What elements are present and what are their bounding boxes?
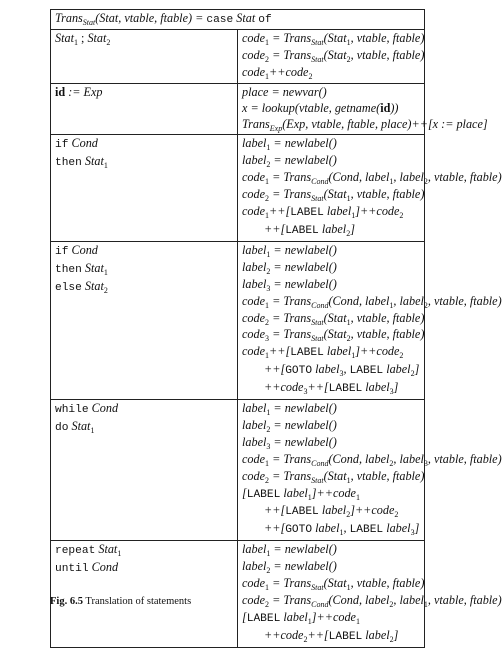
table-row-repeat [51, 541, 425, 647]
translation-cell: place = newvar() x = lookup(vtable, getname(id)) Trans$_{Exp}$(Exp, vtable, ftable, place)++[x := place] [238, 83, 425, 135]
pattern-cell: while Cond do Stat$_1$ [51, 400, 238, 541]
pattern-cell: if Cond then Stat$_1$ else Stat$_2$ [51, 241, 238, 399]
translation-cell: label$_1$ = newlabel() label$_2$ = newlabel() label$_3$ = newlabel() code$_1$ = Trans$_{Cond}$(Cond, label$_2$, label$_3$, vtable, ftable) code$_2$ = Trans$_{Stat}$(Stat$_1$, vtable, ftable) [LABEL label$_1$]++code$_1$ ++[LABEL label$_2$]++code$_2$ ++[GOTO label$_1$, LABEL label$_3$] [238, 400, 425, 541]
pattern-cell: if Cond then Stat$_1$ [51, 135, 238, 241]
table-row-assignment [51, 83, 425, 135]
table-row-if-then-else [51, 241, 425, 399]
pattern-cell: Stat$_1$ ; Stat$_2$ [51, 30, 238, 84]
translation-cell: label$_1$ = newlabel() label$_2$ = newlabel() code$_1$ = Trans$_{Cond}$(Cond, label$_1$, label$_2$, vtable, ftable) code$_2$ = Trans$_{Stat}$(Stat$_1$, vtable, ftable) code$_1$++[LABEL label$_1$]++code$_2$ ++[LABEL label$_2$] [238, 135, 425, 241]
table-header: Trans$_{Stat}$(Stat, vtable, ftable) = case Stat of [51, 10, 425, 30]
table-row-sequence [51, 30, 425, 84]
translation-cell: code$_1$ = Trans$_{Stat}$(Stat$_1$, vtable, ftable) code$_2$ = Trans$_{Stat}$(Stat$_2$, vtable, ftable) code$_1$++code$_2$ [238, 30, 425, 84]
figure-label: Fig. 6.5 [50, 596, 83, 607]
table-header-row [51, 10, 425, 30]
pattern-cell: repeat Stat$_1$ until Cond [51, 541, 238, 647]
translation-cell: label$_1$ = newlabel() label$_2$ = newlabel() code$_1$ = Trans$_{Stat}$(Stat$_1$, vtable, ftable) code$_2$ = Trans$_{Cond}$(Cond, label$_2$, label$_1$, vtable, ftable) [LABEL label$_1$]++code$_1$ ++code$_2$++[LABEL label$_2$] [238, 541, 425, 647]
pattern-cell: id := Exp [51, 83, 238, 135]
figure-caption-text: Translation of statements [85, 596, 192, 607]
translation-cell: label$_1$ = newlabel() label$_2$ = newlabel() label$_3$ = newlabel() code$_1$ = Trans$_{Cond}$(Cond, label$_1$, label$_2$, vtable, ftable) code$_2$ = Trans$_{Stat}$(Stat$_1$, vtable, ftable) code$_3$ = Trans$_{Stat}$(Stat$_2$, vtable, ftable) code$_1$++[LABEL label$_1$]++code$_2$ ++[GOTO label$_3$, LABEL label$_2$] ++code$_3$++[LABEL label$_3$] [238, 241, 425, 399]
figure-caption [50, 596, 191, 607]
table-row-if-then [51, 135, 425, 241]
translation-figure [50, 9, 502, 648]
table-row-while [51, 400, 425, 541]
translation-table [50, 9, 502, 648]
